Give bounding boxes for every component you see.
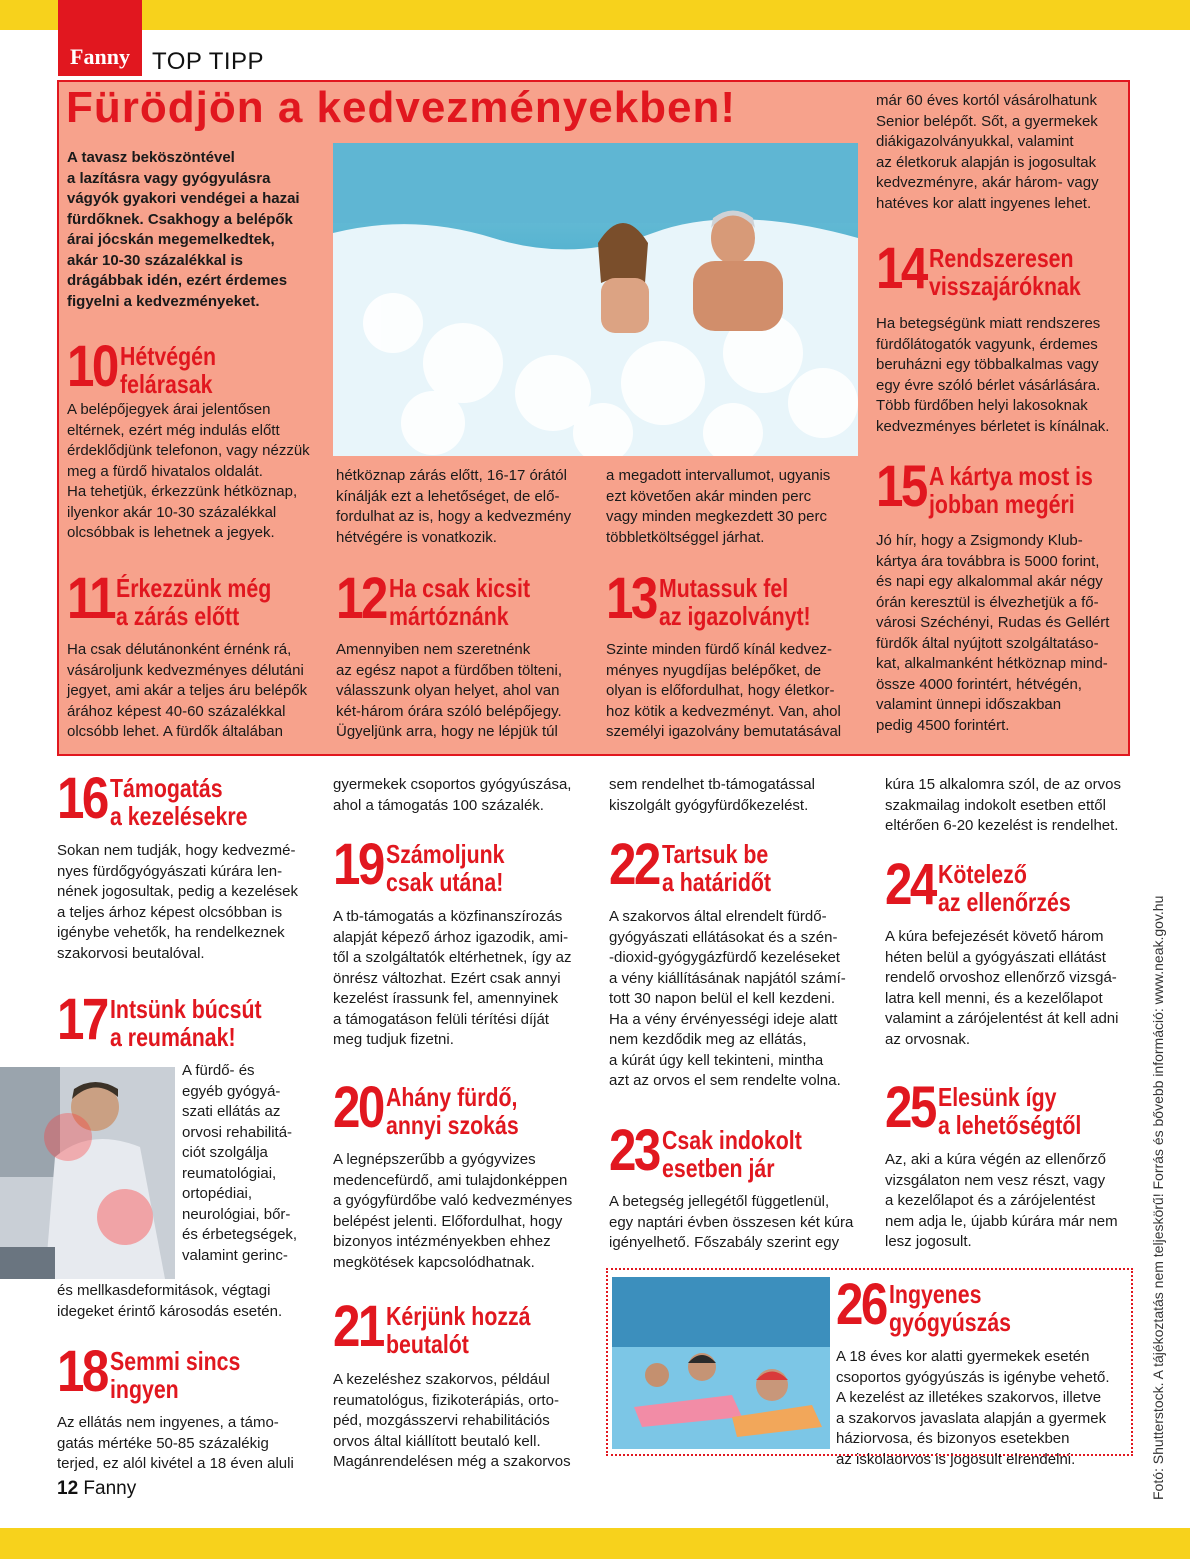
section-heading [386, 1302, 531, 1358]
text-line: órán keresztül is élvezhetjük a fő- [876, 593, 1099, 611]
text-line: az életkoruk alapján is jogosultak [876, 153, 1097, 171]
section-23-header [609, 1118, 832, 1183]
text-line: Mutassuk fel [658, 573, 788, 603]
text-line: már 60 éves kortól vásárolhatunk [876, 92, 1097, 109]
text-line: vágyók gyakori vendégei a hazai [67, 190, 300, 207]
text-line: nének jogosultak, pedig a kezelések [57, 883, 298, 900]
section-number: 16 [57, 766, 107, 831]
text-line: Kötelező [937, 859, 1027, 889]
section-heading [938, 860, 1071, 916]
section-14-body [876, 314, 1109, 437]
text-line: fürdőknek. Csakhogy a belépők [67, 210, 293, 228]
text-line: A 18 éves kor alatti gyermekek esetén [836, 1348, 1090, 1365]
text-line: nyes fürdőgyógyászati kúrára len- [57, 862, 283, 880]
section-number: 10 [67, 334, 117, 399]
text-line: kezelést írassunk fel, amennyinek [333, 990, 559, 1007]
text-line: ortopédiai, [182, 1185, 253, 1202]
text-line: fürdőlátogatók vagyunk, érdemes [876, 335, 1098, 353]
text-line: a határidőt [661, 867, 771, 897]
section-26-header [836, 1272, 1037, 1337]
section-number: 26 [836, 1272, 886, 1337]
text-line: A szakorvos által elrendelt fürdő- [609, 908, 827, 925]
text-line: megkötések kapcsolódhatnak. [333, 1253, 535, 1271]
kids-swimming-illustration [612, 1277, 830, 1449]
text-line: valamint gerinc- [182, 1246, 288, 1264]
section-heading [889, 1280, 1011, 1336]
page-number: 12 [57, 1478, 79, 1499]
text-line: Számoljunk [385, 839, 504, 869]
section-number: 12 [336, 566, 386, 631]
text-line: a kezelésekre [109, 801, 248, 831]
text-line: fordulhat az is, hogy a kedvezmény [336, 508, 572, 525]
text-line: Az ellátás nem ingyenes, a támo- [57, 1414, 279, 1431]
section-18-body [57, 1413, 294, 1475]
text-line: Több fürdőben helyi lakosoknak [876, 397, 1088, 414]
text-line: nem kezdődik meg az ellátás, [609, 1031, 807, 1048]
text-line: hoz kötik a kedvezményt. Van, ahol [606, 702, 841, 720]
text-line: meg a fürdő hivatalos oldalát. [67, 462, 263, 480]
text-line: jobban megéri [928, 489, 1075, 519]
footer-brand: Fanny [83, 1478, 137, 1499]
text-line: kedvezményes bérletet is kínálnak. [876, 417, 1110, 435]
section-16-header [57, 766, 277, 831]
section-25-body [885, 1150, 1118, 1253]
text-line: A tavasz beköszöntével [67, 149, 235, 166]
section-10-header [67, 334, 237, 399]
section-number: 24 [885, 852, 935, 917]
text-line: össze 4000 forintért, hétvégén, [876, 675, 1082, 693]
text-line: személyi igazolvány bemutatásával [606, 723, 842, 740]
text-line: ezt követően akár minden perc [606, 487, 812, 505]
text-line: A kezeléshez szakorvos, például [333, 1371, 550, 1388]
text-line: ingyen [109, 1374, 179, 1404]
text-line: gyógyúszás [888, 1307, 1011, 1337]
text-line: és érbetegségek, [182, 1226, 298, 1243]
section-heading [929, 244, 1081, 300]
text-line: csak utána! [385, 867, 503, 897]
text-line: A legnépszerűbb a gyógyvizes [333, 1151, 536, 1168]
text-line: A betegség jellegétől függetlenül, [609, 1193, 830, 1210]
text-line: Érkezzünk még [116, 573, 272, 603]
section-11-header [67, 566, 306, 631]
section-25-header [885, 1075, 1112, 1140]
text-line: belépést jelenti. Előfordulhat, hogy [333, 1212, 563, 1230]
text-line: Ha a vény érvényességi ideje alatt [609, 1010, 838, 1028]
text-line: reumatológiai, [182, 1164, 277, 1182]
section-heading [120, 342, 216, 398]
section-heading [116, 574, 271, 630]
section-17-body-narrow [182, 1061, 297, 1266]
section-17-header [57, 987, 294, 1052]
text-line: neurológiai, bőr- [182, 1205, 291, 1223]
section-23-continued [885, 775, 1121, 837]
text-line: nem adja le, újabb kúrára már nem [885, 1212, 1118, 1230]
jacuzzi-photo [333, 143, 858, 456]
section-20-body [333, 1150, 572, 1273]
section-26-body [836, 1347, 1110, 1470]
text-line: bizonyos intézményekben ehhez [333, 1233, 551, 1250]
section-22-body [609, 907, 846, 1092]
text-line: szakorvosi beutalóval. [57, 944, 205, 962]
bottom-yellow-bar [0, 1528, 1190, 1559]
section-21-continued [609, 775, 815, 816]
section-heading [938, 1083, 1081, 1139]
text-line: igénybe vehetők, ha rendelkeznek [57, 924, 285, 941]
section-24-header [885, 852, 1099, 917]
text-line: eltérnek, ezért még indulás előtt [67, 421, 280, 439]
text-line: azt az orvos el sem rendelte volna. [609, 1072, 841, 1089]
text-line: a támogatáson felüli térítési díját [333, 1010, 549, 1028]
text-line: esetben jár [661, 1153, 775, 1183]
text-line: Ha betegségünk miatt rendszeres [876, 315, 1101, 332]
text-line: az egész napot a fürdőben tölteni, [336, 661, 562, 679]
text-line: az igazolványt! [658, 601, 811, 631]
section-15-body [876, 531, 1109, 736]
section-16-body [57, 841, 298, 964]
text-line: A kezelést az illetékes szakorvos, illetve [836, 1389, 1102, 1406]
text-line: ahol a támogatás 100 százalék. [333, 796, 544, 814]
text-line: olcsóbb lehet. A fürdők általában [67, 723, 283, 740]
top-yellow-bar [0, 0, 1190, 30]
text-line: orvos által kiállított beutaló kell. [333, 1432, 541, 1450]
text-line: kúra 15 alkalomra szól, de az orvos [885, 776, 1121, 793]
fanny-logo [58, 0, 142, 76]
text-line: Az, aki a kúra végén az ellenőrző [885, 1151, 1106, 1168]
section-heading [110, 1347, 240, 1403]
text-line: gatás mértéke 50-85 százalékig [57, 1434, 269, 1452]
text-line: Ahány fürdő, [385, 1082, 517, 1112]
text-line: hétvégére is vonatkozik. [336, 528, 497, 546]
text-line: kiszolgált gyógyfürdőkezelést. [609, 796, 809, 814]
section-heading [929, 462, 1093, 518]
text-line: Amennyiben nem szeretnénk [336, 641, 531, 658]
text-line: valamint ünnepi időszakban [876, 696, 1062, 713]
text-line: Csak indokolt [661, 1125, 802, 1155]
section-14-header [876, 236, 1114, 301]
text-line: Ingyenes [888, 1279, 981, 1309]
text-line: olyan is előfordulhat, hogy életkor- [606, 682, 835, 699]
text-line: kínálják ezt a lehetőséget, de elő- [336, 487, 560, 505]
section-number: 13 [606, 566, 656, 631]
text-line: Ha csak kicsit [388, 573, 530, 603]
text-line: annyi szokás [385, 1110, 519, 1140]
text-line: eltérően 6-20 kezelést is rendelhet. [885, 817, 1119, 834]
text-line: önrész változhat. Ezért csak annyi [333, 969, 561, 987]
section-18-continued [333, 775, 571, 816]
section-13-header [606, 566, 843, 631]
text-line: a megadott intervallumot, ugyanis [606, 467, 831, 484]
text-line: válasszunk olyan helyet, ahol van [336, 682, 560, 699]
text-line: A fürdő- és [182, 1062, 255, 1079]
page-footer [57, 1478, 136, 1500]
section-number: 14 [876, 236, 926, 301]
photo-credit: Fotó: Shutterstock. A tájékoztatás nem teljeskörű! Forrás és bővebb információ: www.neak.gov.hu [1150, 895, 1166, 1500]
section-number: 25 [885, 1075, 935, 1140]
text-line: drágábbak idén, ezért érdemes [67, 272, 288, 289]
text-line: héten belül a gyógyászati ellátást [885, 948, 1106, 966]
text-line: Sokan nem tudják, hogy kedvezmé- [57, 842, 296, 859]
back-pain-photo [0, 1067, 175, 1279]
text-line: Magánrendelésen még a szakorvos [333, 1453, 571, 1470]
text-line: szakmailag indokolt esetben ettől [885, 796, 1106, 814]
text-line: a reumának! [109, 1022, 236, 1052]
text-line: ilyenkor akár 10-30 százalékkal [67, 503, 277, 521]
text-line: háziorvosa, és bizonyos esetekben [836, 1430, 1070, 1447]
text-line: Rendszeresen [928, 243, 1074, 273]
text-line: beruházni egy többalkalmas vagy [876, 356, 1099, 373]
section-heading [386, 840, 504, 896]
section-number: 15 [876, 454, 926, 519]
section-21-header [333, 1294, 562, 1359]
text-line: olcsóbbak is lehetnek a jegyek. [67, 524, 275, 541]
text-line: szati ellátás az [182, 1103, 281, 1120]
section-number: 21 [333, 1294, 383, 1359]
text-line: árai jócskán megemelkedtek, [67, 231, 275, 248]
logo-text: Fanny [70, 44, 130, 69]
text-line: többletköltséggel járhat. [606, 528, 765, 546]
text-line: A tb-támogatás a közfinanszírozás [333, 908, 563, 925]
text-line: Tartsuk be [661, 839, 768, 869]
text-line: Senior belépőt. Sőt, a gyermekek [876, 112, 1098, 130]
section-heading [659, 574, 811, 630]
section-heading [662, 1126, 802, 1182]
text-line: az ellenőrzés [937, 887, 1071, 917]
text-line: jegyet, ami akár a teljes áru belépők [67, 682, 308, 699]
section-number: 11 [67, 566, 115, 631]
text-line: beutalót [385, 1329, 469, 1359]
text-line: től a szolgáltatók eltérhetnek, így az [333, 949, 572, 966]
text-line: Elesünk így [937, 1082, 1057, 1112]
text-line: hatéves kor alatt ingyenes lehet. [876, 194, 1092, 212]
text-line: tott 30 napon belül el kell kezdeni. [609, 990, 835, 1007]
text-line: a teljes árhoz képest olcsóbban is [57, 903, 283, 921]
text-line: Szinte minden fürdő kínál kedvez- [606, 641, 832, 658]
text-line: A belépőjegyek árai jelentősen [67, 401, 271, 418]
text-line: alapját képező árhoz igazodik, ami- [333, 928, 569, 946]
section-17-body-wide [57, 1281, 282, 1322]
text-line: városi Széchényi, Rudas és Gellért [876, 614, 1110, 631]
text-line: ciót szolgálja [182, 1144, 268, 1161]
text-line: a gyógyfürdőbe való kedvezményes [333, 1192, 573, 1209]
text-line: és napi egy alkalommal akár négy [876, 573, 1103, 590]
text-line: két-három órára szóló belépőjegy. [336, 702, 562, 720]
page-title: Fürödjön a kedvezményekben! [66, 83, 737, 132]
section-21-body [333, 1370, 571, 1473]
text-line: kártya ára továbbra is 5000 forint, [876, 552, 1100, 570]
text-line: vagy minden megkezdett 30 perc [606, 508, 827, 525]
text-line: Ha tehetjük, érkezzünk hétköznap, [67, 483, 298, 500]
text-line: gyermekek csoportos gyógyúszása, [333, 776, 572, 793]
text-line: vizsgálaton nem vesz részt, vagy [885, 1171, 1106, 1189]
text-line: diákigazolványukkal, valamint [876, 133, 1074, 150]
section-number: 23 [609, 1118, 659, 1183]
text-line: valamint a zárójelentést át kell adni [885, 1010, 1119, 1027]
section-13-body [606, 640, 841, 743]
section-15-header [876, 454, 1128, 519]
text-line: kat, alkalmanként hétköznap mind- [876, 655, 1108, 672]
text-line: fürdők által nyújtott szolgáltatáso- [876, 634, 1099, 652]
text-line: felárasak [119, 369, 212, 399]
section-heading [389, 574, 530, 630]
text-line: egy évre szóló bérlet vásárlására. [876, 376, 1101, 394]
text-line: Támogatás [109, 773, 223, 803]
section-20-header [333, 1075, 547, 1140]
section-19-body [333, 907, 571, 1051]
text-line: reumatológus, fizikoterápiás, orto- [333, 1391, 559, 1409]
text-line: érdeklődjünk telefonon, vagy nézzük [67, 442, 310, 459]
text-line: a kezelőlapot és a zárójelentést [885, 1192, 1096, 1209]
text-line: ményes nyugdíjas belépőket, de [606, 661, 822, 679]
text-line: figyelni a kedvezményeket. [67, 292, 260, 310]
section-heading [110, 774, 248, 830]
section-12-body [336, 640, 562, 743]
text-line: a zárás előtt [116, 601, 240, 631]
text-line: az orvosnak. [885, 1030, 971, 1048]
text-line: a lehetőségtől [937, 1110, 1081, 1140]
text-line: idegeket érintő károsodás esetén. [57, 1302, 283, 1320]
section-10-body [67, 400, 310, 544]
section-13-continued [876, 91, 1099, 214]
text-line: orvosi rehabilitá- [182, 1123, 293, 1141]
section-label: TOP TIPP [152, 48, 265, 75]
text-line: lesz jogosult. [885, 1233, 972, 1250]
text-line: pedig 4500 forintért. [876, 716, 1010, 734]
text-line: egy naptári évben összesen két kúra [609, 1213, 854, 1231]
section-heading [386, 1083, 519, 1139]
text-line: csoportos gyógyúszás is igénybe vehető. [836, 1368, 1110, 1386]
section-heading [110, 995, 262, 1051]
section-12-continued [606, 466, 830, 548]
text-line: és mellkasdeformitások, végtagi [57, 1282, 271, 1299]
text-line: latra kell menni, és a kezelőlapot [885, 989, 1103, 1007]
section-number: 22 [609, 832, 659, 897]
text-line: Hétvégén [119, 341, 216, 371]
section-22-header [609, 832, 794, 897]
text-line: akár 10-30 százalékkal is [67, 251, 243, 269]
text-line: a lazításra vagy gyógyulásra [67, 169, 271, 187]
text-line: visszajáróknak [928, 271, 1081, 301]
text-line: Intsünk búcsút [109, 994, 262, 1024]
kids-swimming-photo [612, 1277, 830, 1449]
text-line: sem rendelhet tb-támogatással [609, 776, 815, 793]
text-line: Jó hír, hogy a Zsigmondy Klub- [876, 532, 1083, 549]
section-11-continued [336, 466, 571, 548]
text-line: mártóznánk [388, 601, 509, 631]
text-line: vásároljunk kedvezményes délutáni [67, 661, 304, 679]
text-line: Semmi sincs [109, 1346, 240, 1376]
intro-text [67, 148, 300, 312]
section-24-body [885, 927, 1118, 1050]
text-line: Ügyeljünk arra, hogy ne lépjük túl [336, 723, 558, 740]
text-line: A kártya most is [928, 461, 1093, 491]
text-line: igényelhető. Főszabály szerint egy [609, 1234, 840, 1251]
section-heading [662, 840, 771, 896]
text-line: medencefürdő, ami tulajdonképpen [333, 1171, 568, 1189]
text-line: árához képest 40-60 százalékkal [67, 702, 286, 720]
text-line: rendelő orvoshoz ellenőrző vizsgá- [885, 969, 1117, 986]
text-line: kedvezményre, akár három- vagy [876, 174, 1099, 191]
text-line: a vény kiállításának napjától számí- [609, 969, 846, 987]
section-12-header [336, 566, 561, 631]
text-line: hétköznap zárás előtt, 16-17 órától [336, 467, 567, 484]
text-line: terjed, ez alól kivétel a 18 éven aluli [57, 1455, 294, 1472]
text-line: az iskolaorvos is jogosult elrendelni. [836, 1450, 1076, 1468]
section-number: 19 [333, 832, 383, 897]
text-line: a szakorvos javaslata alapján a gyermek [836, 1409, 1107, 1427]
text-line: a kúrát úgy kell tekinteni, mintha [609, 1051, 824, 1069]
section-23-body [609, 1192, 853, 1254]
section-number: 18 [57, 1339, 107, 1404]
section-number: 17 [57, 987, 107, 1052]
text-line: meg tudjuk fizetni. [333, 1031, 454, 1048]
text-line: A kúra befejezését követő három [885, 928, 1104, 945]
jacuzzi-illustration [333, 143, 858, 456]
section-19-header [333, 832, 530, 897]
text-line: egyéb gyógyá- [182, 1082, 281, 1100]
section-number: 20 [333, 1075, 383, 1140]
text-line: Ha csak délutánonként érnénk rá, [67, 641, 292, 658]
section-11-body [67, 640, 307, 743]
text-line: péd, mozgásszervi rehabilitációs [333, 1412, 550, 1429]
text-line: Kérjünk hozzá [385, 1301, 531, 1331]
section-18-header [57, 1339, 269, 1404]
back-pain-illustration [0, 1067, 175, 1279]
text-line: gyógyászati ellátásokat és a szén- [609, 928, 838, 946]
text-line: -dioxid-gyógygázfürdő kezeléseket [609, 949, 840, 966]
